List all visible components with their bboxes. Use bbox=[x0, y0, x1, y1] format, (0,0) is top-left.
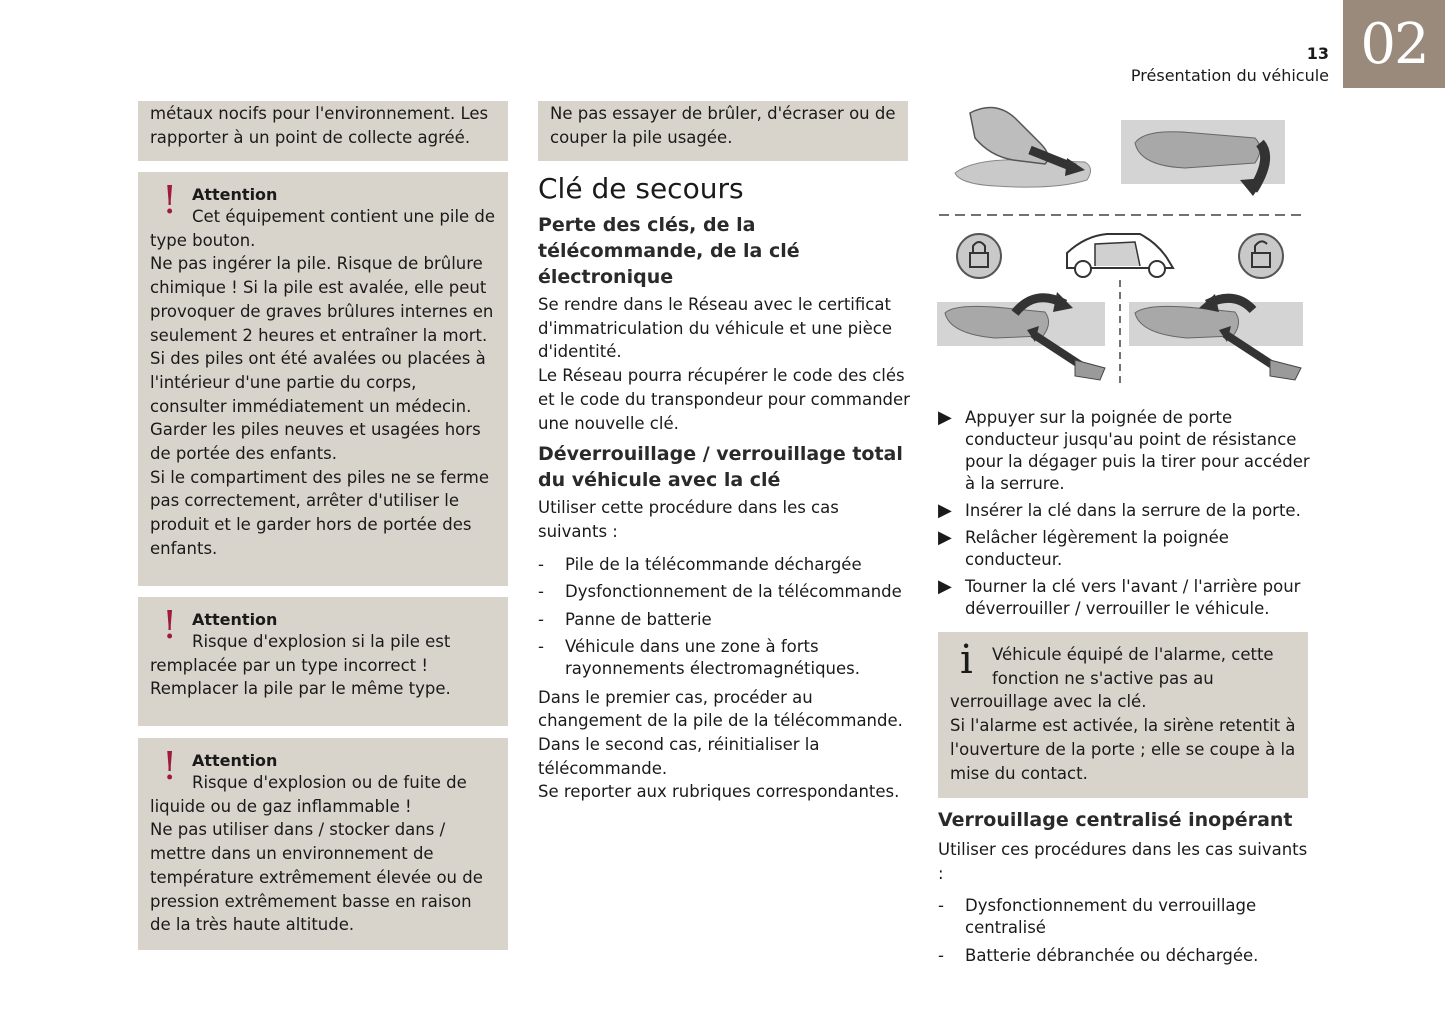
step-item bbox=[938, 500, 1310, 522]
lost-keys-text: Se rendre dans le Réseau avec le certificat d'immatriculation du véhicule et une pièce d'identité. Le Réseau pourra récupérer le code des clés et le code du transpondeur pour commander une nouvelle clé. bbox=[538, 295, 910, 433]
warning-exclamation-icon: ! bbox=[162, 603, 178, 647]
triangle-arrow-icon: ▶ bbox=[938, 527, 952, 548]
section-title: Présentation du véhicule bbox=[1130, 66, 1329, 85]
handle-open-illustration bbox=[1121, 120, 1285, 196]
step-text: Insérer la clé dans la serrure de la porte. bbox=[965, 501, 1301, 520]
warning-body: liquide ou de gaz inflammable ! Ne pas utiliser dans / stocker dans / mettre dans un environnement de température extrêmement élevée ou de pression extrêmement basse en raison de la très haute altitude. bbox=[150, 796, 483, 935]
steps-list bbox=[938, 407, 1310, 620]
cases-list bbox=[538, 554, 910, 681]
list-item: - Dysfonctionnement du verrouillage centralisé bbox=[938, 895, 1310, 939]
list-item: - Pile de la télécommande déchargée bbox=[538, 554, 910, 576]
list-item: - Dysfonctionnement de la télécommande bbox=[538, 581, 910, 603]
key-lock-left-illustration bbox=[937, 292, 1105, 380]
warning-body: remplacée par un type incorrect ! Remplacer la pile par le même type. bbox=[150, 655, 451, 699]
continued-note-text: Ne pas essayer de brûler, d'écraser ou de couper la pile usagée. bbox=[550, 104, 896, 147]
warning-title: Attention bbox=[192, 751, 278, 770]
step-item bbox=[938, 407, 1310, 495]
warning-box-1 bbox=[138, 172, 508, 586]
central-lock-heading: Verrouillage centralisé inopérant bbox=[938, 809, 1293, 831]
warning-first-line: Risque d'explosion si la pile est bbox=[192, 632, 451, 651]
triangle-arrow-icon: ▶ bbox=[938, 500, 952, 521]
central-lock-section bbox=[938, 807, 1310, 972]
car-icon bbox=[1067, 234, 1173, 277]
emergency-key-section bbox=[538, 171, 910, 804]
warning-exclamation-icon: ! bbox=[162, 178, 178, 222]
key-lock-right-illustration bbox=[1129, 294, 1303, 380]
warning-exclamation-icon: ! bbox=[162, 744, 178, 788]
page-number: 13 bbox=[1306, 44, 1329, 63]
info-icon: i bbox=[960, 637, 973, 683]
chapter-tab: 02 bbox=[1343, 0, 1445, 88]
info-header bbox=[950, 637, 1296, 690]
info-body: verrouillage avec la clé. Si l'alarme est activée, la sirène retentit à l'ouverture de la porte ; elle se coupe à la mise du contact. bbox=[950, 692, 1296, 783]
triangle-arrow-icon: ▶ bbox=[938, 407, 952, 428]
lost-keys-heading: Perte des clés, de la télécommande, de la clé électronique bbox=[538, 214, 800, 288]
step-text: Tourner la clé vers l'avant / l'arrière pour déverrouiller / verrouiller le véhicule. bbox=[965, 577, 1301, 618]
warning-title: Attention bbox=[192, 610, 278, 629]
step-text: Relâcher légèrement la poignée conducteur. bbox=[965, 528, 1229, 569]
warning-box-2 bbox=[138, 597, 508, 726]
info-first-lines bbox=[992, 643, 1274, 690]
step-text: Appuyer sur la poignée de porte conducteur jusqu'au point de résistance pour la dégager puis la tirer pour accéder à la serrure. bbox=[965, 408, 1310, 493]
step-item bbox=[938, 527, 1310, 571]
warning-body: type bouton. Ne pas ingérer la pile. Risque de brûlure chimique ! Si la pile est avalée, elle peut provoquer de graves brûlures internes en seulement 2 heures et entraîner la mort. Si des piles ont été avalées ou placées à l'intérieur d'une partie du corps, consulter immédiatement un médecin. Garder les piles neuves et usagées hors de portée des enfants. Si le compartiment des piles ne se ferme pas correctement, arrêter d'utiliser le produit et le garder hors de portée des enfants. bbox=[150, 230, 494, 558]
unlock-intro: Utiliser cette procédure dans les cas suivants : bbox=[538, 498, 839, 541]
warning-box-3 bbox=[138, 738, 508, 950]
list-item: - Panne de batterie bbox=[538, 609, 910, 631]
list-item: - Batterie débranchée ou déchargée. bbox=[938, 945, 1310, 967]
central-lock-intro: Utiliser ces procédures dans les cas suivants : bbox=[938, 840, 1308, 883]
continued-note-text: métaux nocifs pour l'environnement. Les rapporter à un point de collecte agréé. bbox=[150, 104, 489, 147]
lock-open-icon bbox=[1239, 234, 1283, 278]
warning-first-line: Cet équipement contient une pile de bbox=[192, 207, 496, 226]
central-cases-list bbox=[938, 895, 1310, 967]
info-line: fonction ne s'active pas au bbox=[992, 668, 1214, 688]
warning-first-line: Risque d'explosion ou de fuite de bbox=[192, 773, 467, 792]
info-box bbox=[938, 632, 1308, 798]
warning-title: Attention bbox=[192, 185, 278, 204]
procedure-section bbox=[938, 407, 1310, 625]
list-item: - Véhicule dans une zone à forts rayonnements électromagnétiques. bbox=[538, 636, 910, 680]
lock-closed-icon bbox=[957, 234, 1001, 278]
step-item bbox=[938, 576, 1310, 620]
unlock-heading: Déverrouillage / verrouillage total du véhicule avec la clé bbox=[538, 443, 903, 492]
section-heading: Clé de secours bbox=[538, 172, 744, 205]
handle-pull-illustration bbox=[955, 108, 1091, 188]
key-lock-illustration bbox=[935, 98, 1307, 390]
after-cases-text: Dans le premier cas, procéder au changement de la pile de la télécommande. Dans le second cas, réinitialiser la télécommande. Se reporter aux rubriques correspondantes. bbox=[538, 687, 903, 802]
info-line: Véhicule équipé de l'alarme, cette bbox=[992, 645, 1274, 664]
continued-note-box-2 bbox=[538, 101, 908, 161]
continued-note-box bbox=[138, 101, 508, 161]
triangle-arrow-icon: ▶ bbox=[938, 576, 952, 597]
